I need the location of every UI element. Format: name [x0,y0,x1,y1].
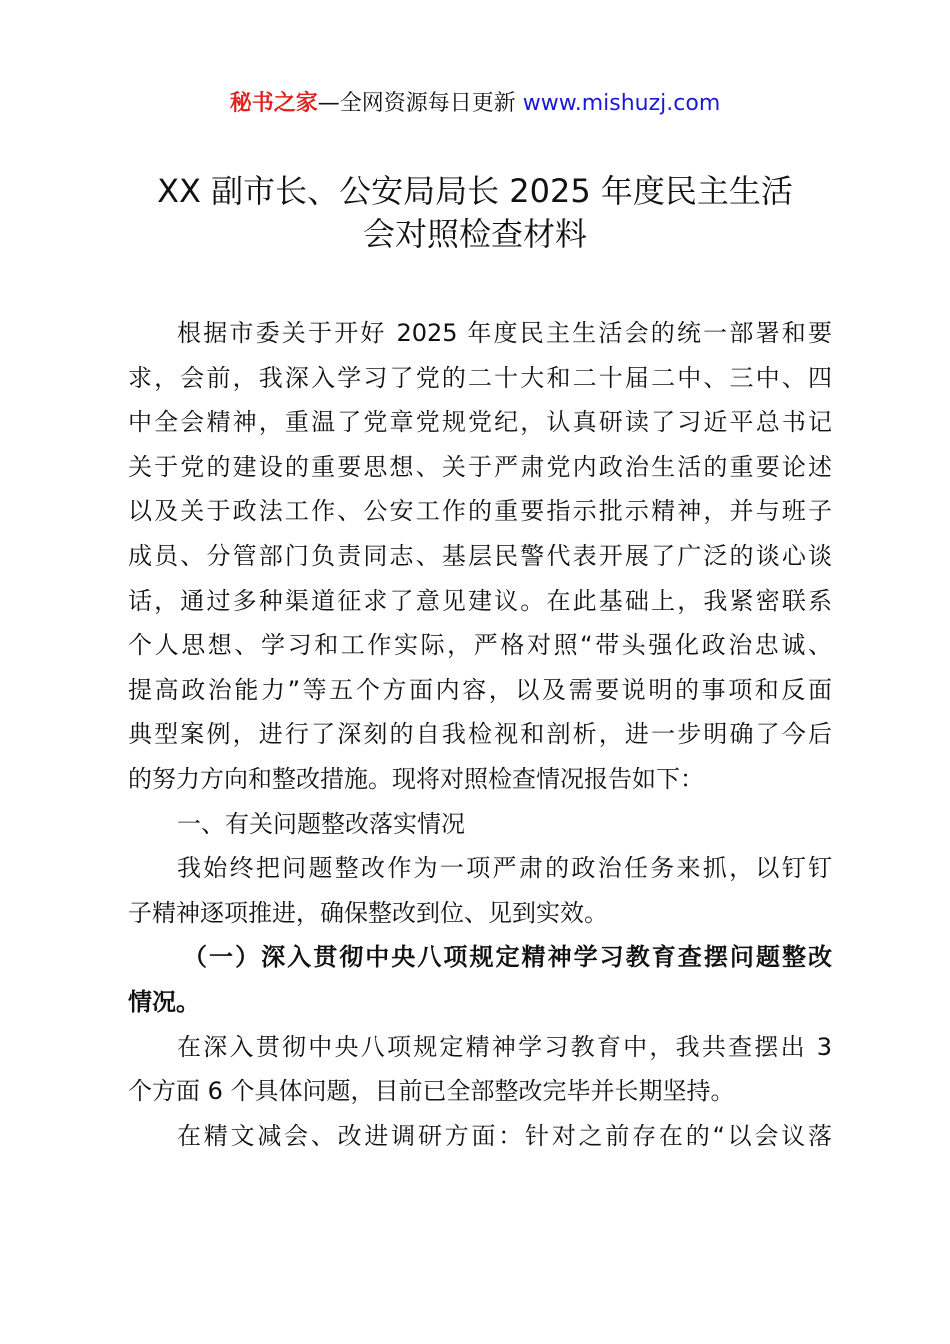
paragraph-line: 我始终把问题整改作为一项严肃的政治任务来抓，以钉钉 [177,854,832,883]
paragraph-line: 个方面 6 个具体问题，目前已全部整改完毕并长期坚持。 [128,1077,735,1106]
paragraph-line: 成员、分管部门负责同志、基层民警代表开展了广泛的谈心谈 [128,541,832,570]
paragraph-line: 典型案例，进行了深刻的自我检视和剖析，进一步明确了今后 [128,720,832,749]
paragraph-line: 个人思想、学习和工作实际，严格对照“带头强化政治忠诚、 [128,631,832,660]
title-line: 会对照检查材料 [362,215,587,253]
document-body [128,311,832,1158]
paragraph-line: 话，通过多种渠道征求了意见建议。在此基础上，我紧密联系 [128,586,832,615]
subsection-heading: （一）深入贯彻中央八项规定精神学习教育查摆问题整改 [183,943,832,972]
paragraph-line: 在精文减会、改进调研方面：针对之前存在的“以会议落 [177,1121,832,1150]
subsection-heading: 情况。 [128,987,200,1016]
title-line: XX 副市长、公安局局长 2025 年度民主生活 [157,172,793,210]
paragraph-line: 在深入贯彻中央八项规定精神学习教育中，我共查摆出 3 [177,1032,832,1061]
document-title [0,170,950,256]
paragraph-line: 的努力方向和整改措施。现将对照检查情况报告如下： [128,764,704,793]
paragraph-line: 子精神逐项推进，确保整改到位、见到实效。 [128,898,608,927]
paragraph-line: 求，会前，我深入学习了党的二十大和二十届二中、三中、四 [128,363,832,392]
paragraph-line: 中全会精神，重温了党章党规党纪，认真研读了习近平总书记 [128,408,832,437]
site-banner [0,88,950,120]
paragraph-line: 以及关于政法工作、公安工作的重要指示批示精神，并与班子 [128,497,832,526]
paragraph-line: 关于党的建设的重要思想、关于严肃党内政治生活的重要论述 [128,452,832,481]
paragraph-line: 根据市委关于开好 2025 年度民主生活会的统一部署和要 [177,319,832,347]
banner-tagline: —全网资源每日更新 [317,91,523,116]
section-heading: 一、有关问题整改落实情况 [177,809,465,838]
paragraph-line: 提高政治能力”等五个方面内容，以及需要说明的事项和反面 [128,675,832,704]
site-url[interactable]: www.mishuzj.com [522,91,721,116]
brand-name: 秘书之家 [229,91,318,116]
